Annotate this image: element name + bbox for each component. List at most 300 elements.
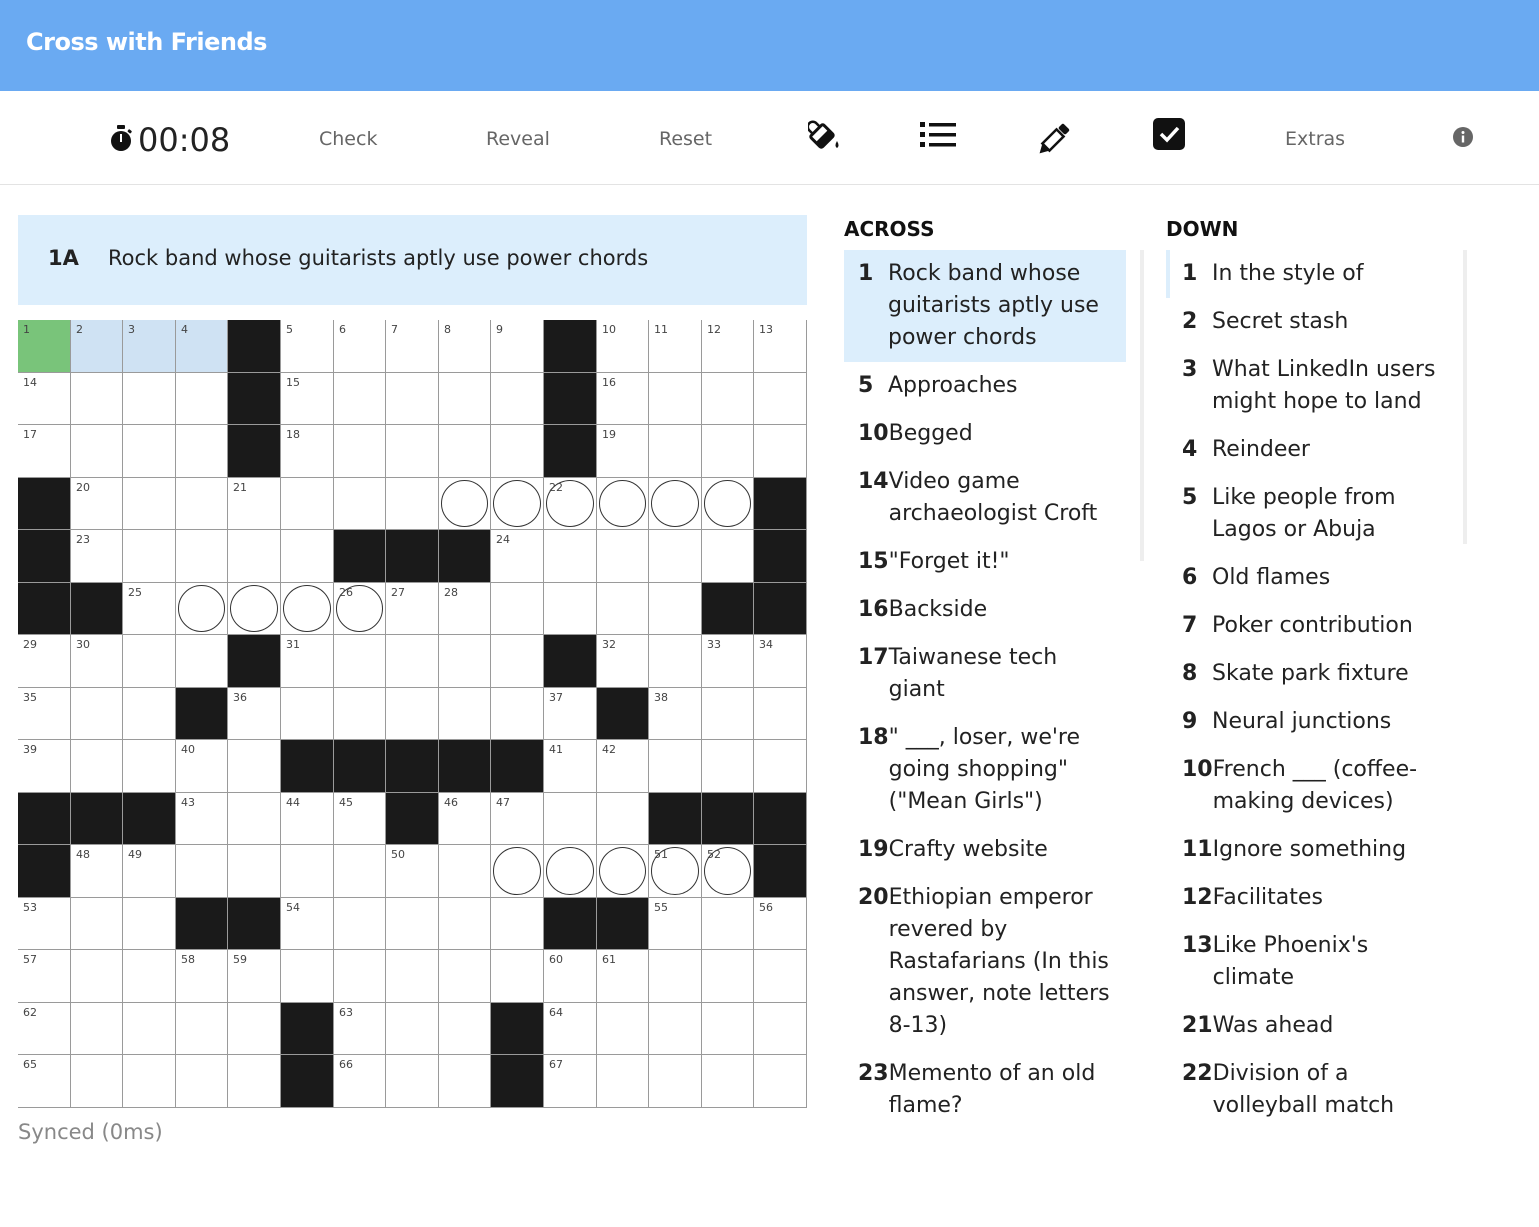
grid-cell[interactable] [702, 1055, 754, 1108]
down-clue-8[interactable] [1168, 650, 1464, 698]
cell-number: 39 [23, 743, 37, 756]
timer[interactable] [108, 121, 230, 159]
grid-cell[interactable] [649, 320, 702, 373]
grid-cell[interactable] [18, 1003, 71, 1055]
grid-cell[interactable] [334, 583, 386, 635]
grid-cell[interactable] [544, 478, 597, 530]
across-clue-15[interactable] [844, 538, 1126, 586]
cell-number: 30 [76, 638, 90, 651]
cell-circle [599, 847, 646, 895]
grid-cell[interactable] [176, 635, 228, 688]
grid-cell[interactable] [176, 1055, 228, 1108]
clue-number: 2 [1182, 309, 1198, 334]
down-clue-10[interactable] [1168, 746, 1464, 826]
grid-cell[interactable] [597, 635, 649, 688]
grid-cell[interactable] [228, 478, 281, 530]
grid-cell[interactable] [702, 740, 754, 793]
grid-cell[interactable] [71, 530, 123, 583]
cell-number: 46 [444, 796, 458, 809]
black-square [544, 320, 597, 373]
grid-cell[interactable] [334, 845, 386, 898]
black-square [71, 793, 123, 845]
grid-cell[interactable] [281, 583, 334, 635]
cell-number: 14 [23, 376, 37, 389]
grid-cell[interactable] [754, 1003, 807, 1055]
across-clue-14[interactable] [844, 458, 1126, 538]
clue-number: 4 [1182, 437, 1198, 462]
grid-cell[interactable] [71, 740, 123, 793]
grid-cell[interactable] [544, 583, 597, 635]
grid-cell[interactable] [123, 1055, 176, 1108]
grid-cell[interactable] [176, 793, 228, 845]
grid-cell[interactable] [439, 635, 491, 688]
app-title[interactable]: Cross with Friends [26, 28, 267, 56]
grid-cell[interactable] [649, 373, 702, 425]
black-square [18, 530, 71, 583]
cell-number: 17 [23, 428, 37, 441]
grid-cell[interactable] [228, 793, 281, 845]
grid-cell[interactable] [491, 425, 544, 478]
grid-cell[interactable] [386, 320, 439, 373]
grid-cell[interactable] [649, 530, 702, 583]
cell-number: 60 [549, 953, 563, 966]
grid-cell[interactable] [439, 425, 491, 478]
grid-cell[interactable] [176, 425, 228, 478]
grid-cell[interactable] [386, 425, 439, 478]
grid-cell[interactable] [228, 1055, 281, 1108]
grid-cell[interactable] [281, 793, 334, 845]
clue-text: Old flames [1212, 565, 1331, 590]
grid-cell[interactable] [439, 688, 491, 740]
grid-cell[interactable] [176, 530, 228, 583]
grid-cell[interactable] [123, 1003, 176, 1055]
grid-cell[interactable] [386, 898, 439, 950]
grid-cell[interactable] [754, 373, 807, 425]
clue-number: 11 [1182, 837, 1213, 862]
grid-cell[interactable] [18, 373, 71, 425]
current-clue-bar [18, 215, 807, 305]
checkbox-icon[interactable] [1152, 117, 1186, 155]
clue-number: 15 [858, 549, 889, 574]
clue-number: 23 [858, 1061, 889, 1086]
grid-cell[interactable] [18, 320, 71, 373]
grid-cell[interactable] [281, 320, 334, 373]
grid-cell[interactable] [176, 320, 228, 373]
grid-cell[interactable] [386, 583, 439, 635]
grid-cell[interactable] [754, 1055, 807, 1108]
grid-cell[interactable] [649, 478, 702, 530]
grid-cell[interactable] [544, 793, 597, 845]
grid-cell[interactable] [71, 425, 123, 478]
down-clue-21[interactable] [1168, 1002, 1464, 1050]
down-clue-13[interactable] [1168, 922, 1464, 1002]
grid-cell[interactable] [649, 845, 702, 898]
black-square [228, 425, 281, 478]
grid-cell[interactable] [386, 688, 439, 740]
grid-cell[interactable] [597, 1003, 649, 1055]
crossword-grid[interactable] [18, 320, 807, 1108]
cell-number: 37 [549, 691, 563, 704]
grid-cell[interactable] [281, 635, 334, 688]
grid-cell[interactable] [71, 688, 123, 740]
cell-number: 42 [602, 743, 616, 756]
across-clue-17[interactable] [844, 634, 1126, 714]
down-clue-7[interactable] [1168, 602, 1464, 650]
grid-cell[interactable] [597, 425, 649, 478]
grid-cell[interactable] [71, 898, 123, 950]
cell-number: 11 [654, 323, 668, 336]
grid-cell[interactable] [176, 950, 228, 1003]
grid-cell[interactable] [228, 530, 281, 583]
grid-cell[interactable] [176, 740, 228, 793]
grid-cell[interactable] [439, 845, 491, 898]
grid-cell[interactable] [439, 478, 491, 530]
grid-cell[interactable] [544, 740, 597, 793]
cell-number: 67 [549, 1058, 563, 1071]
grid-cell[interactable] [281, 530, 334, 583]
grid-cell[interactable] [334, 688, 386, 740]
grid-cell[interactable] [491, 320, 544, 373]
grid-cell[interactable] [18, 635, 71, 688]
grid-cell[interactable] [228, 583, 281, 635]
grid-cell[interactable] [439, 793, 491, 845]
grid-cell[interactable] [386, 478, 439, 530]
grid-cell[interactable] [176, 1003, 228, 1055]
grid-cell[interactable] [228, 845, 281, 898]
cell-circle [230, 585, 278, 632]
grid-cell[interactable] [71, 635, 123, 688]
cell-number: 10 [602, 323, 616, 336]
cell-number: 25 [128, 586, 142, 599]
grid-cell[interactable] [386, 845, 439, 898]
grid-cell[interactable] [71, 950, 123, 1003]
grid-cell[interactable] [123, 373, 176, 425]
grid-cell[interactable] [334, 320, 386, 373]
clue-text: Poker contribution [1212, 613, 1413, 638]
grid-cell[interactable] [176, 373, 228, 425]
down-clue-22[interactable] [1168, 1050, 1464, 1130]
grid-cell[interactable] [71, 845, 123, 898]
cell-number: 56 [759, 901, 773, 914]
grid-cell[interactable] [123, 845, 176, 898]
cell-number: 36 [233, 691, 247, 704]
black-square [544, 635, 597, 688]
black-square [71, 583, 123, 635]
grid-cell[interactable] [228, 1003, 281, 1055]
across-clue-10[interactable] [844, 410, 1126, 458]
clue-text: " ___, loser, we're going shopping" ("Mean Girls") [888, 725, 1080, 814]
grid-cell[interactable] [597, 530, 649, 583]
grid-cell[interactable] [281, 425, 334, 478]
grid-cell[interactable] [544, 688, 597, 740]
grid-cell[interactable] [597, 950, 649, 1003]
grid-cell[interactable] [649, 583, 702, 635]
grid-cell[interactable] [544, 845, 597, 898]
grid-cell[interactable] [491, 373, 544, 425]
paint-bucket-icon[interactable] [808, 119, 842, 157]
grid-cell[interactable] [544, 1003, 597, 1055]
down-clue-12[interactable] [1168, 874, 1464, 922]
clue-number: 10 [1182, 757, 1213, 782]
grid-cell[interactable] [649, 688, 702, 740]
grid-cell[interactable] [702, 950, 754, 1003]
grid-cell[interactable] [702, 845, 754, 898]
grid-cell[interactable] [597, 373, 649, 425]
check-button[interactable]: Check [319, 128, 378, 150]
cell-number: 49 [128, 848, 142, 861]
down-clue-11[interactable] [1168, 826, 1464, 874]
down-clue-3[interactable] [1168, 346, 1464, 426]
black-square [544, 425, 597, 478]
grid-cell[interactable] [754, 688, 807, 740]
grid-cell[interactable] [754, 320, 807, 373]
across-clue-1[interactable] [844, 250, 1126, 362]
sync-status: Synced (0ms) [18, 1120, 163, 1144]
cell-number: 7 [391, 323, 398, 336]
grid-cell[interactable] [702, 530, 754, 583]
black-square [754, 478, 807, 530]
cell-number: 61 [602, 953, 616, 966]
across-scrollbar[interactable] [1140, 250, 1144, 561]
pencil-icon[interactable] [1034, 121, 1072, 163]
down-clue-9[interactable] [1168, 698, 1464, 746]
clue-text: Memento of an old flame? [888, 1061, 1096, 1118]
clue-number: 17 [858, 645, 889, 670]
grid-cell[interactable] [386, 1055, 439, 1108]
grid-cell[interactable] [597, 1055, 649, 1108]
grid-cell[interactable] [702, 898, 754, 950]
grid-cell[interactable] [597, 478, 649, 530]
cell-circle [441, 480, 488, 527]
grid-cell[interactable] [597, 740, 649, 793]
grid-cell[interactable] [71, 1003, 123, 1055]
grid-cell[interactable] [281, 845, 334, 898]
grid-cell[interactable] [281, 688, 334, 740]
grid-cell[interactable] [334, 425, 386, 478]
grid-cell[interactable] [18, 425, 71, 478]
grid-cell[interactable] [71, 1055, 123, 1108]
clue-number: 1 [858, 261, 874, 286]
grid-cell[interactable] [439, 583, 491, 635]
grid-cell[interactable] [334, 373, 386, 425]
across-clue-16[interactable] [844, 586, 1126, 634]
grid-cell[interactable] [439, 1055, 491, 1108]
down-clue-1[interactable] [1168, 250, 1464, 298]
grid-cell[interactable] [123, 320, 176, 373]
grid-cell[interactable] [386, 373, 439, 425]
grid-cell[interactable] [123, 478, 176, 530]
grid-cell[interactable] [702, 373, 754, 425]
across-clue-5[interactable] [844, 362, 1126, 410]
grid-cell[interactable] [491, 898, 544, 950]
cell-circle [283, 585, 331, 632]
grid-cell[interactable] [754, 740, 807, 793]
black-square [123, 793, 176, 845]
grid-cell[interactable] [597, 845, 649, 898]
grid-cell[interactable] [439, 1003, 491, 1055]
grid-cell[interactable] [386, 1003, 439, 1055]
cell-number: 52 [707, 848, 721, 861]
reset-button[interactable]: Reset [659, 128, 713, 150]
black-square [491, 1055, 544, 1108]
grid-cell[interactable] [439, 898, 491, 950]
grid-cell[interactable] [544, 530, 597, 583]
grid-cell[interactable] [334, 635, 386, 688]
grid-cell[interactable] [334, 1055, 386, 1108]
grid-cell[interactable] [491, 635, 544, 688]
grid-cell[interactable] [18, 740, 71, 793]
grid-cell[interactable] [597, 320, 649, 373]
grid-cell[interactable] [649, 740, 702, 793]
grid-cell[interactable] [439, 320, 491, 373]
black-square [754, 583, 807, 635]
across-clue-list [844, 250, 1126, 1130]
grid-cell[interactable] [71, 320, 123, 373]
grid-cell[interactable] [334, 898, 386, 950]
current-clue-label: 1A [48, 246, 79, 270]
grid-cell[interactable] [228, 688, 281, 740]
black-square [597, 898, 649, 950]
down-clue-2[interactable] [1168, 298, 1464, 346]
grid-cell[interactable] [71, 478, 123, 530]
cell-number: 55 [654, 901, 668, 914]
grid-cell[interactable] [702, 425, 754, 478]
grid-cell[interactable] [18, 1055, 71, 1108]
cell-number: 47 [496, 796, 510, 809]
grid-cell[interactable] [123, 425, 176, 478]
grid-cell[interactable] [544, 950, 597, 1003]
grid-cell[interactable] [123, 635, 176, 688]
clue-number: 22 [1182, 1061, 1213, 1086]
clue-text: Crafty website [888, 837, 1048, 862]
grid-cell[interactable] [491, 950, 544, 1003]
cell-number: 27 [391, 586, 405, 599]
grid-cell[interactable] [491, 793, 544, 845]
grid-cell[interactable] [18, 898, 71, 950]
grid-cell[interactable] [754, 950, 807, 1003]
grid-cell[interactable] [649, 635, 702, 688]
black-square [491, 740, 544, 793]
grid-cell[interactable] [491, 583, 544, 635]
black-square [228, 898, 281, 950]
list-icon[interactable] [920, 121, 956, 153]
grid-cell[interactable] [281, 950, 334, 1003]
grid-cell[interactable] [228, 950, 281, 1003]
cell-number: 2 [76, 323, 83, 336]
grid-cell[interactable] [281, 478, 334, 530]
grid-cell[interactable] [18, 950, 71, 1003]
grid-cell[interactable] [176, 845, 228, 898]
cell-number: 40 [181, 743, 195, 756]
grid-cell[interactable] [702, 1003, 754, 1055]
grid-cell[interactable] [228, 740, 281, 793]
grid-cell[interactable] [281, 373, 334, 425]
grid-cell[interactable] [702, 688, 754, 740]
grid-cell[interactable] [123, 688, 176, 740]
cell-number: 18 [286, 428, 300, 441]
cell-number: 28 [444, 586, 458, 599]
grid-cell[interactable] [649, 425, 702, 478]
grid-cell[interactable] [334, 793, 386, 845]
down-clue-list [1168, 250, 1464, 1130]
grid-cell[interactable] [123, 583, 176, 635]
reveal-button[interactable]: Reveal [486, 128, 550, 150]
across-clue-18[interactable] [844, 714, 1126, 826]
grid-cell[interactable] [544, 1055, 597, 1108]
black-square [386, 530, 439, 583]
down-scrollbar[interactable] [1463, 250, 1467, 544]
cell-number: 4 [181, 323, 188, 336]
black-square [281, 1003, 334, 1055]
extras-button[interactable]: Extras [1285, 128, 1346, 150]
grid-cell[interactable] [754, 425, 807, 478]
grid-cell[interactable] [597, 793, 649, 845]
grid-cell[interactable] [649, 898, 702, 950]
grid-cell[interactable] [491, 688, 544, 740]
black-square [18, 793, 71, 845]
down-clue-4[interactable] [1168, 426, 1464, 474]
clue-text: In the style of [1212, 261, 1364, 286]
grid-cell[interactable] [334, 1003, 386, 1055]
black-square [281, 740, 334, 793]
grid-cell[interactable] [649, 1003, 702, 1055]
black-square [386, 793, 439, 845]
grid-cell[interactable] [754, 898, 807, 950]
grid-cell[interactable] [123, 898, 176, 950]
grid-cell[interactable] [702, 478, 754, 530]
down-clue-6[interactable] [1168, 554, 1464, 602]
grid-cell[interactable] [649, 1055, 702, 1108]
black-square [228, 373, 281, 425]
grid-cell[interactable] [597, 583, 649, 635]
grid-cell[interactable] [491, 845, 544, 898]
grid-cell[interactable] [123, 740, 176, 793]
grid-cell[interactable] [439, 373, 491, 425]
cell-number: 12 [707, 323, 721, 336]
grid-cell[interactable] [491, 530, 544, 583]
across-clue-20[interactable] [844, 874, 1126, 1050]
cell-number: 62 [23, 1006, 37, 1019]
grid-cell[interactable] [334, 950, 386, 1003]
grid-cell[interactable] [649, 950, 702, 1003]
grid-cell[interactable] [702, 320, 754, 373]
grid-cell[interactable] [176, 478, 228, 530]
grid-cell[interactable] [702, 635, 754, 688]
grid-cell[interactable] [123, 530, 176, 583]
cell-circle [651, 480, 699, 527]
down-clue-5[interactable] [1168, 474, 1464, 554]
grid-cell[interactable] [71, 373, 123, 425]
grid-cell[interactable] [334, 478, 386, 530]
info-icon[interactable] [1453, 127, 1473, 151]
across-clue-19[interactable] [844, 826, 1126, 874]
clue-text: Like Phoenix's climate [1212, 933, 1369, 990]
grid-cell[interactable] [386, 635, 439, 688]
grid-cell[interactable] [439, 950, 491, 1003]
grid-cell[interactable] [176, 583, 228, 635]
grid-cell[interactable] [386, 950, 439, 1003]
grid-cell[interactable] [754, 635, 807, 688]
cell-number: 6 [339, 323, 346, 336]
grid-cell[interactable] [281, 898, 334, 950]
grid-cell[interactable] [491, 478, 544, 530]
down-heading: DOWN [1166, 217, 1239, 241]
across-clue-23[interactable] [844, 1050, 1126, 1130]
grid-cell[interactable] [123, 950, 176, 1003]
clue-number: 13 [1182, 933, 1213, 958]
black-square [754, 845, 807, 898]
grid-cell[interactable] [18, 688, 71, 740]
